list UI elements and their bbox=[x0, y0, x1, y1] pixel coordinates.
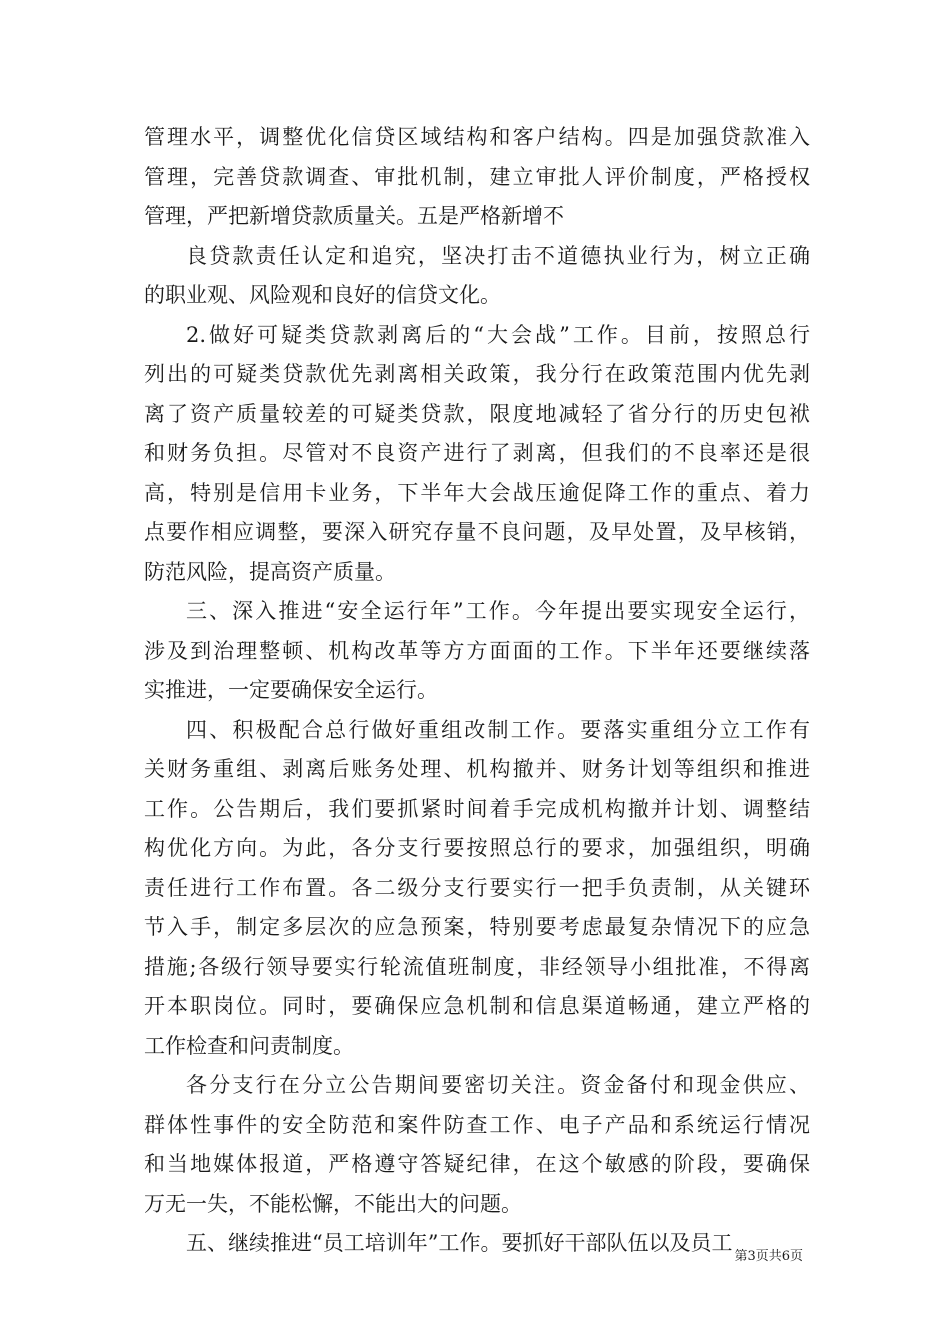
document-body bbox=[144, 118, 810, 1264]
text-line: 管理，完善贷款调查、审批机制，建立审批人评价制度，严格授权 bbox=[144, 164, 810, 189]
text-line: 涉及到治理整顿、机构改革等方方面面的工作。下半年还要继续落 bbox=[144, 638, 810, 663]
text-line: 点要作相应调整，要深入研究存量不良问题，及早处置，及早核销， bbox=[144, 520, 810, 544]
text-line: 四、积极配合总行做好重组改制工作。要落实重组分立工作有 bbox=[186, 717, 810, 742]
text-line: 2.做好可疑类贷款剥离后的“大会战”工作。目前，按照总行 bbox=[186, 322, 810, 347]
paragraph bbox=[144, 316, 810, 593]
text-line: 工作。公告期后，我们要抓紧时间着手完成机构撤并计划、调整结 bbox=[144, 796, 810, 821]
text-line: 实推进，一定要确保安全运行。 bbox=[144, 678, 438, 702]
text-line: 和当地媒体报道，严格遵守答疑纪律，在这个敏感的阶段，要确保 bbox=[144, 1152, 810, 1176]
text-line: 防范风险，提高资产质量。 bbox=[144, 559, 396, 584]
text-line: 高，特别是信用卡业务，下半年大会战压逾促降工作的重点、着力 bbox=[144, 480, 810, 505]
text-line: 措施;各级行领导要实行轮流值班制度，非经领导小组批准，不得离 bbox=[144, 954, 810, 979]
text-line: 良贷款责任认定和追究，坚决打击不道德执业行为，树立正确 bbox=[186, 243, 810, 268]
text-line: 万无一失，不能松懈，不能出大的问题。 bbox=[144, 1191, 522, 1216]
text-line: 工作检查和问责制度。 bbox=[144, 1033, 354, 1058]
text-line: 节入手，制定多层次的应急预案，特别要考虑最复杂情况下的应急 bbox=[144, 915, 810, 939]
paragraph bbox=[144, 118, 810, 237]
text-line: 管理水平，调整优化信贷区域结构和客户结构。四是加强贷款准入 bbox=[144, 125, 810, 149]
text-line: 离了资产质量较差的可疑类贷款，限度地减轻了省分行的历史包袱 bbox=[144, 401, 810, 426]
text-line: 关财务重组、剥离后账务处理、机构撤并、财务计划等组织和推进 bbox=[144, 757, 810, 781]
text-line: 三、深入推进“安全运行年”工作。今年提出要实现安全运行， bbox=[186, 599, 810, 623]
text-line: 的职业观、风险观和良好的信贷文化。 bbox=[144, 283, 501, 307]
text-line: 群体性事件的安全防范和案件防查工作、电子产品和系统运行情况 bbox=[144, 1112, 810, 1137]
paragraph bbox=[144, 592, 810, 711]
paragraph bbox=[144, 237, 810, 316]
text-line: 开本职岗位。同时，要确保应急机制和信息渠道畅通，建立严格的 bbox=[144, 994, 810, 1018]
text-line: 列出的可疑类贷款优先剥离相关政策，我分行在政策范围内优先剥 bbox=[144, 362, 810, 386]
text-line: 构优化方向。为此，各分支行要按照总行的要求，加强组织，明确 bbox=[144, 836, 810, 860]
text-line: 各分支行在分立公告期间要密切关注。资金备付和现金供应、 bbox=[186, 1073, 810, 1097]
paragraph bbox=[144, 1066, 810, 1224]
page-number: 第3页共6页 bbox=[734, 1249, 803, 1264]
text-line: 和财务负担。尽管对不良资产进行了剥离，但我们的不良率还是很 bbox=[144, 441, 810, 465]
text-line: 五、继续推进“员工培训年”工作。要抓好干部队伍以及员工 bbox=[186, 1231, 733, 1255]
paragraph bbox=[144, 1224, 810, 1264]
text-line: 管理，严把新增贷款质量关。五是严格新增不 bbox=[144, 204, 564, 228]
text-line: 责任进行工作布置。各二级分支行要实行一把手负责制，从关键环 bbox=[144, 875, 810, 900]
paragraph bbox=[144, 711, 810, 1067]
